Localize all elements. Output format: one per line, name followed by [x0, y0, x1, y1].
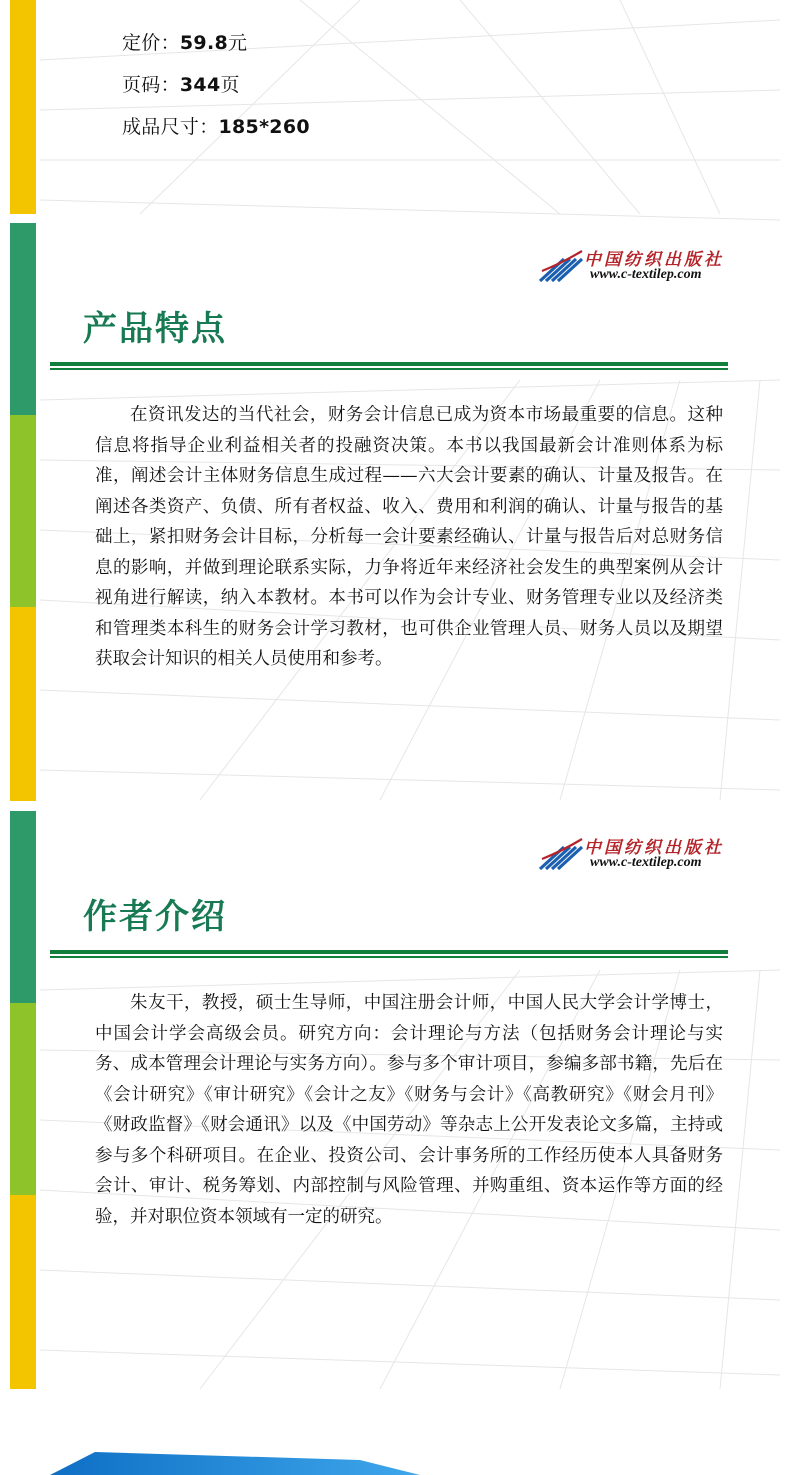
title-divider [50, 362, 728, 370]
sidebar-lime-segment [10, 1003, 36, 1195]
sidebar-green-segment [10, 811, 36, 1003]
size-line [122, 112, 310, 139]
features-title: 产品特点 [83, 309, 227, 349]
pages-label: 页码： [122, 74, 180, 96]
publisher-logo [538, 245, 753, 285]
publisher-name: 中国纺织出版社 [584, 838, 724, 858]
pages-line [122, 70, 240, 97]
sidebar-yellow-segment [10, 0, 36, 214]
publisher-name: 中国纺织出版社 [584, 250, 724, 270]
publisher-logo [538, 833, 753, 873]
pages-unit: 页 [220, 74, 240, 96]
sidebar-lime-segment [10, 415, 36, 607]
author-body: 朱友干，教授，硕士生导师，中国注册会计师，中国人民大学会计学博士，中国会计学会高级会员。研究方向：会计理论与方法（包括财务会计理论与实务、成本管理会计理论与实务方向）。参与多个审计项目，参编多部书籍，先后在《会计研究》《审计研究》《会计之友》《财务与会计》《高教研究》《财会月刊》《财政监督》《财会通讯》以及《中国劳动》等杂志上公开发表论文多篇，主持或参与多个科研项目。在企业、投资公司、会计事务所的工作经历使本人具备财务会计、审计、税务筹划、内部控制与风险管理、并购重组、资本运作等方面的经验，并对职位资本领域有一定的研究。 [95, 993, 723, 1227]
features-panel [0, 223, 790, 801]
price-line [122, 28, 247, 55]
price-label: 定价： [122, 32, 180, 54]
sidebar-green-segment [10, 223, 36, 415]
publisher-url: www.c-textilep.com [590, 855, 702, 870]
title-divider [50, 950, 728, 958]
publisher-url: www.c-textilep.com [590, 267, 702, 282]
sidebar-yellow-segment [10, 1195, 36, 1389]
sidebar-accent-bar [10, 223, 36, 801]
features-body: 在资讯发达的当代社会，财务会计信息已成为资本市场最重要的信息。这种信息将指导企业利益相关者的投融资决策。本书以我国最新会计准则体系为标准，阐述会计主体财务信息生成过程——六大会计要素的确认、计量及报告。在阐述各类资产、负债、所有者权益、收入、费用和利润的确认、计量与报告的基础上，紧扣财务会计目标，分析每一会计要素经确认、计量与报告后对总财务信息的影响，并做到理论联系实际，力争将近年来经济社会发生的典型案例从会计视角进行解读，纳入本教材。本书可以作为会计专业、财务管理专业以及经济类和管理类本科生的财务会计学习教材，也可供企业管理人员、财务人员以及期望获取会计知识的相关人员使用和参考。 [95, 405, 723, 669]
price-unit: 元 [228, 32, 248, 54]
pages-value: 344 [179, 74, 221, 96]
author-panel [0, 811, 790, 1389]
book-info-panel [0, 0, 790, 214]
publisher-logo-icon [538, 245, 586, 285]
sidebar-accent-bar [10, 811, 36, 1389]
sidebar-accent-bar [10, 0, 36, 214]
author-title: 作者介绍 [83, 897, 227, 937]
size-value: 185*260 [218, 116, 310, 138]
price-value: 59.8 [179, 32, 228, 54]
sidebar-yellow-segment [10, 607, 36, 801]
bottom-banner [0, 1420, 790, 1475]
publisher-logo-icon [538, 833, 586, 873]
size-label: 成品尺寸： [122, 116, 219, 138]
